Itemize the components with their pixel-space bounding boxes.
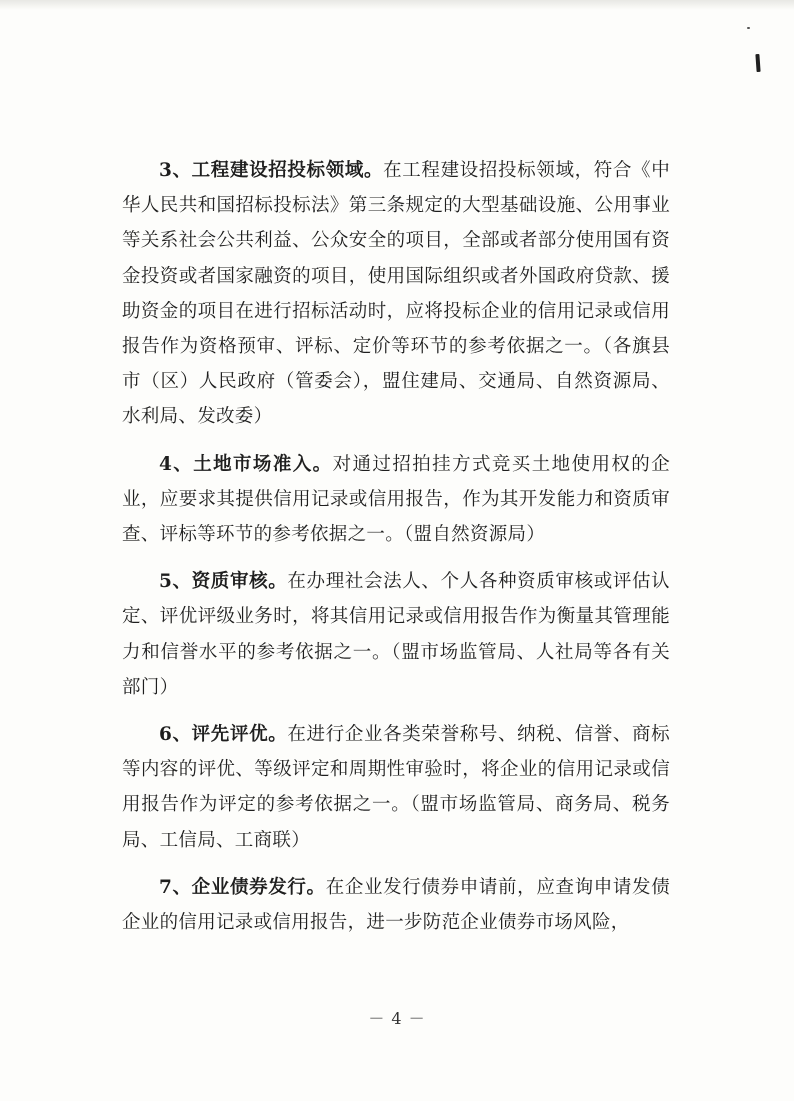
paragraph-text: 在企业发行债券申请前，应查询申请发债企业的信用记录或信用报告，进一步防范企业债券市场风险， xyxy=(122,876,670,934)
paragraph-heading: 5、资质审核。 xyxy=(159,571,288,593)
scan-speck xyxy=(747,27,750,29)
paragraph-item-6 xyxy=(122,717,670,858)
paragraph-heading: 4、土地市场准入。 xyxy=(159,453,333,475)
paragraph-text: 在办理社会法人、个人各种资质审核或评估认定、评优评级业务时，将其信用记录或信用报告作为衡量其管理能力和信誉水平的参考依据之一。（盟市场监管局、人社局等各有关部门） xyxy=(122,571,670,698)
paragraph-item-4 xyxy=(122,447,670,553)
binding-mark xyxy=(755,54,760,72)
paragraph-item-3 xyxy=(122,153,670,435)
page-number: － 4 － xyxy=(368,1009,426,1028)
scan-edge-shade xyxy=(0,0,794,10)
paragraph-text: 在工程建设招投标领域，符合《中华人民共和国招标投标法》第三条规定的大型基础设施、公用事业等关系社会公共利益、公众安全的项目，全部或者部分使用国有资金投资或者国家融资的项目，使用国际组织或者外国政府贷款、援助资金的项目在进行招标活动时，应将投标企业的信用记录或信用报告作为资格预审、评标、定价等环节的参考依据之一。（各旗县市（区）人民政府（管委会），盟住建局、交通局、自然资源局、水利局、发改委） xyxy=(122,160,670,428)
paragraph-item-5 xyxy=(122,564,670,705)
paragraph-heading: 6、评先评优。 xyxy=(159,724,288,746)
paragraph-item-7 xyxy=(122,870,670,940)
paragraph-heading: 7、企业债券发行。 xyxy=(159,876,326,898)
paragraph-text: 在进行企业各类荣誉称号、纳税、信誉、商标等内容的评优、等级评定和周期性审验时，将企业的信用记录或信用报告作为评定的参考依据之一。（盟市场监管局、商务局、税务局、工信局、工商联） xyxy=(122,724,670,851)
document-body xyxy=(122,153,670,952)
paragraph-text: 对通过招拍挂方式竞买土地使用权的企业，应要求其提供信用记录或信用报告，作为其开发能力和资质审查、评标等环节的参考依据之一。（盟自然资源局） xyxy=(122,453,670,546)
paragraph-heading: 3、工程建设招投标领域。 xyxy=(159,160,384,181)
